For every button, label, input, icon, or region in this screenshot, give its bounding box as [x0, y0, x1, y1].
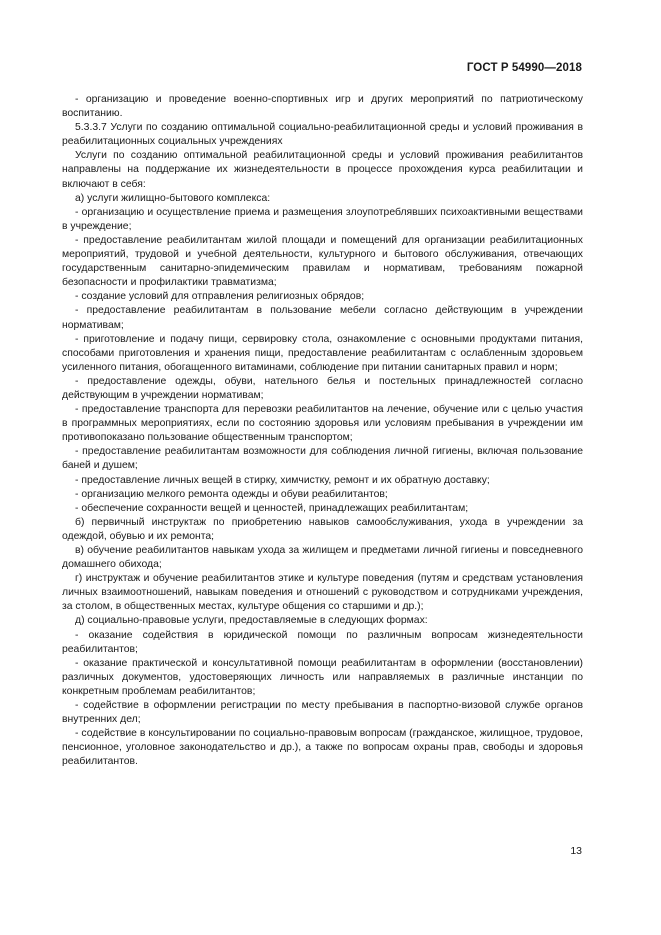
list-item: - предоставление реабилитантам в пользование мебели согласно действующим в учреждении нормативам;: [62, 305, 583, 331]
list-item: - создание условий для отправления религиозных обрядов;: [75, 291, 365, 303]
document-header: ГОСТ Р 54990—2018: [466, 62, 582, 74]
list-item: - предоставление реабилитантам возможности для соблюдения личной гигиены, включая пользование баней и душем;: [62, 446, 583, 472]
list-item: - предоставление реабилитантам жилой площади и помещений для организации реабилитационных мероприятий, трудовой и учебной деятельности, культурного и бытового обслуживания, отвечающих государственным санитарно-эпидемическим правилам и нормативам, требованиям пожарной безопасности и профилактики травматизма;: [62, 234, 583, 289]
list-item: - содействие в оформлении регистрации по месту пребывания в паспортно-визовой службе органов внутренних дел;: [62, 700, 583, 726]
list-heading: а) услуги жилищно-бытового комплекса:: [75, 192, 271, 204]
list-item: - содействие в консультировании по социально-правовым вопросам (гражданское, жилищное, трудовое, пенсионное, уголовное законодательство и др.), а также по вопросам охраны прав, свободы и здоровья реабилитантов.: [62, 728, 583, 768]
list-item: - оказание содействия в юридической помощи по различным вопросам жизнедеятельности реабилитантов;: [62, 629, 583, 655]
paragraph: - организацию и проведение военно-спортивных игр и других мероприятий по патриотическому воспитанию.: [62, 94, 583, 120]
list-item: - организацию и осуществление приема и размещения злоупотреблявших психоактивными веществами в учреждение;: [62, 206, 583, 232]
page-number: 13: [570, 845, 582, 857]
list-item: - предоставление одежды, обуви, нательного белья и постельных принадлежностей согласно действующим в учреждении нормативам;: [62, 375, 583, 401]
document-body: [62, 93, 583, 770]
list-item: - приготовление и подачу пищи, сервировку стола, ознакомление с основными продуктами питания, способами приготовления и хранения пищи, предоставление реабилитантам с ослабленным здоровьем усиленного питания, обогащенного витаминами, соблюдение при питании санитарных правил и норм;: [62, 333, 583, 373]
list-heading: г) инструктаж и обучение реабилитантов этике и культуре поведения (путям и средствам установления личных взаимоотношений, навыкам поведения и отношений с руководством и сотрудниками учреждения, за столом, в общественных местах, культуре общения со старшими и др.);: [62, 573, 583, 613]
list-item: - предоставление личных вещей в стирку, химчистку, ремонт и их обратную доставку;: [75, 474, 490, 486]
list-item: - обеспечение сохранности вещей и ценностей, принадлежащих реабилитантам;: [75, 502, 469, 514]
list-heading: д) социально-правовые услуги, предоставляемые в следующих формах:: [75, 615, 428, 627]
paragraph: Услуги по созданию оптимальной реабилитационной среды и условий проживания реабилитантов направлены на поддержание их жизнедеятельности в процессе прохождения курса реабилитации и включают в себя:: [62, 150, 583, 190]
section-heading: 5.3.3.7 Услуги по созданию оптимальной социально-реабилитационной среды и условий проживания в реабилитационных социальных учреждениях: [62, 122, 583, 148]
list-heading: б) первичный инструктаж по приобретению навыков самообслуживания, ухода в учреждении за одеждой, обувью и их ремонта;: [62, 516, 583, 542]
list-item: - организацию мелкого ремонта одежды и обуви реабилитантов;: [75, 488, 388, 500]
list-heading: в) обучение реабилитантов навыкам ухода за жилищем и предметами личной гигиены и повседневного домашнего обихода;: [62, 545, 583, 571]
list-item: - оказание практической и консультативной помощи реабилитантам в оформлении (восстановлении) различных документов, удостоверяющих личность или направляемых в различные инстанции по конкретным проблемам реабилитантов;: [62, 657, 583, 697]
list-item: - предоставление транспорта для перевозки реабилитантов на лечение, обучение или с целью участия в программных мероприятиях, если по состоянию здоровья или условиям пребывания в учреждении им противопоказано пользование общественным транспортом;: [62, 404, 583, 444]
